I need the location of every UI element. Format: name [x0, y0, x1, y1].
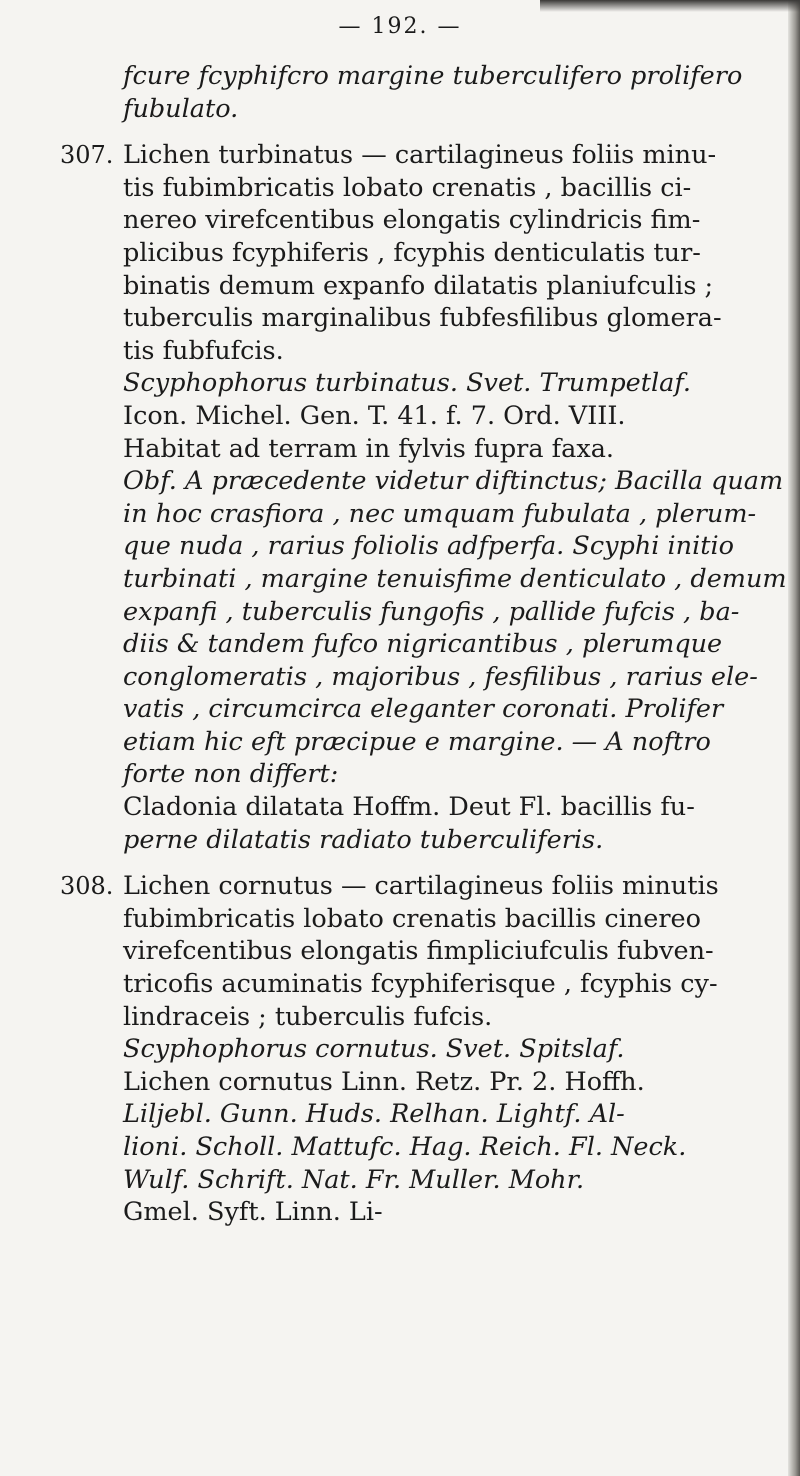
entry-line: fubimbricatis lobato crenatis bacillis cinereo — [123, 903, 701, 934]
entry-line: nereo virefcentibus elongatis cylindricis fim- — [123, 205, 701, 236]
page-edge-shadow — [788, 0, 800, 1476]
page-text — [60, 60, 787, 1229]
entry-line: tis fubimbricatis lobato crenatis , bacillis ci- — [123, 172, 692, 203]
entry-line: etiam hic eft præcipue e margine. — A noftro — [123, 726, 711, 757]
entry-line: tricofis acuminatis fcyphiferisque , fcyphis cy- — [123, 969, 718, 1000]
entry-line: Obf. A præcedente videtur diftinctus; Bacilla quam — [123, 466, 784, 497]
entry-line: perne dilatatis radiato tuberculiferis. — [123, 824, 604, 855]
entry-line: virefcentibus elongatis fimpliciufculis fubven- — [123, 936, 714, 967]
entry-line: Habitat ad terram in fylvis fupra faxa. — [123, 433, 615, 464]
entry-line: Gmel. Syft. Linn. Li- — [123, 1197, 383, 1228]
entry-308 — [60, 870, 780, 1229]
entry-line: vatis , circumcirca eleganter coronati. Prolifer — [123, 694, 724, 725]
entry-line: lindraceis ; tuberculis fufcis. — [123, 1001, 493, 1032]
entry-line: que nuda , rarius foliolis adfperfa. Scyphi initio — [123, 531, 735, 562]
entry-line: Scyphophorus cornutus. Svet. Spitslaf. — [123, 1034, 625, 1065]
intro-line-2: fubulato. — [123, 93, 239, 124]
intro-line-1: fcure fcyphifcro margine tuberculifero prolifero — [123, 61, 743, 91]
entry-line: Cladonia dilatata Hoffm. Deut Fl. bacillis fu- — [123, 792, 695, 823]
entry-line: expanfi , tuberculis fungofis , pallide fufcis , ba- — [123, 596, 740, 627]
entry-line: turbinati , margine tenuisfime denticulato , demum — [123, 563, 787, 594]
entry-line: Wulf. Schrift. Nat. Fr. Muller. Mohr. — [123, 1164, 585, 1195]
entry-number: 307. — [60, 141, 114, 170]
entry-line: plicibus fcyphiferis , fcyphis denticulatis tur- — [123, 237, 701, 268]
entry-line: tuberculis marginalibus fubfesfilibus glomera- — [123, 303, 722, 334]
entry-line: Scyphophorus turbinatus. Svet. Trumpetlaf. — [123, 368, 691, 399]
entry-line: forte non differt: — [123, 759, 339, 790]
entry-number: 308. — [60, 872, 114, 901]
entry-307 — [60, 139, 787, 856]
entry-line: tis fubfufcis. — [123, 335, 284, 366]
entry-line: Icon. Michel. Gen. T. 41. f. 7. Ord. VIII. — [123, 400, 626, 431]
entry-line: diis & tandem fufco nigricantibus , plerumque — [123, 629, 723, 660]
entry-line: Lichen cornutus Linn. Retz. Pr. 2. Hoffh. — [123, 1066, 645, 1097]
entry-line: Lichen turbinatus — cartilagineus foliis minu- — [123, 140, 717, 171]
entry-line: Lichen cornutus — cartilagineus foliis minutis — [123, 871, 719, 902]
entry-line: in hoc crasfiora , nec umquam fubulata , plerum- — [123, 498, 757, 529]
scan-top-shadow — [540, 0, 800, 12]
entry-line: lioni. Scholl. Mattufc. Hag. Reich. Fl. Neck. — [123, 1132, 687, 1162]
entry-line: Liljebl. Gunn. Huds. Relhan. Lightf. Al- — [123, 1099, 625, 1130]
entry-line: binatis demum expanfo dilatatis planiufculis ; — [123, 270, 714, 301]
page-number: — 192. — — [338, 14, 462, 39]
entry-line: conglomeratis , majoribus , fesfilibus , rarius ele- — [123, 661, 758, 692]
